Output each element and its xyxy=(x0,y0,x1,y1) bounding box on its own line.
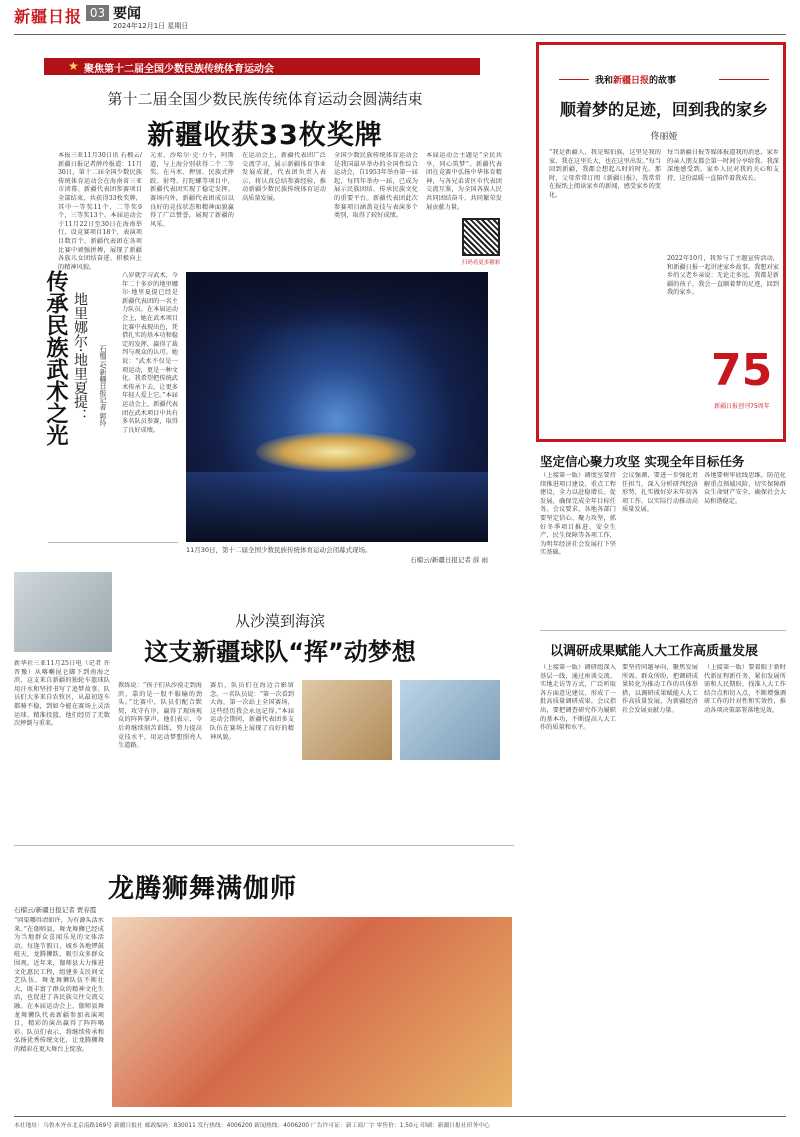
target-body-col2: 会议强调，要进一步强化责任担当，深入分析研判经济形势，扎实做好岁末年初各项工作，以实际行动推动高质量发展。 xyxy=(622,472,698,514)
badge-caption: 新疆日报创刊75周年 xyxy=(714,403,770,410)
masthead-divider xyxy=(14,34,786,35)
photo-caption: 11月30日，第十二届全国少数民族传统体育运动会闭幕式现场。 xyxy=(186,546,372,554)
lead-body-col2: 元朮、沙哈尔·克·力千，阿斯道，与上海分别获得二个二等奖。在马术、押加、民族式摔跤、射弩、打陀螺等项目中，新疆代表团实现了稳定发挥。赛场内外，新疆代表团成员以良好的竞技状态和精神面貌赢得了广泛赞誉，展现了新疆的风采。 xyxy=(150,152,234,228)
lead-kicker: 第十二届全国少数民族传统体育运动会圆满结束 xyxy=(107,90,423,108)
photo-credit: 石榴云/新疆日报记者 薛 雨 xyxy=(410,556,488,564)
research-body-col2: 要坚持问题导向，聚焦发展所需、群众所盼，把调研成果转化为推动工作的具体举措，以调研成果赋能人大工作高质量发展，为新疆经济社会发展贡献力量。 xyxy=(622,664,698,714)
qr-label: 扫码看更多精彩 xyxy=(461,260,501,266)
column-label-prefix: 我和 xyxy=(595,76,614,86)
lead-body-col3: 在运动会上，新疆代表团广泛交流学习，展示新疆体育事业发展成就，代表团负责人表示，将认真总结参赛经验，推动新疆少数民族传统体育运动高质量发展。 xyxy=(242,152,326,202)
target-headline: 坚定信心聚力攻坚 实现全年目标任务 xyxy=(540,454,745,469)
lead-body-col1: 本报三亚11月30日讯 石榴云/新疆日报记者薛玲报道：11月30日，第十二届全国少数民族传统体育运动会在海南省三亚市闭幕。新疆代表团参赛项目全部结束，共获得33枚奖牌，其中一等奖11个，二等奖9个，三等奖13个。本届运动会于11月22日至30日在海南举行，设竞赛项目18个，表演项目数百个，新疆代表团在各项比赛中顽强拼搏，展现了新疆各族儿女团结奋进、积极向上的精神风貌。 xyxy=(58,152,142,270)
column-body-col3: 2022年10月，我参与了主题宣传活动，和新疆日报一起讲述家乡故事。我想对家乡的父老乡亲说：无论走多远，我都是新疆的孩子，我会一直顺着梦的足迹，回到我的家乡。 xyxy=(667,255,779,297)
column-label xyxy=(595,73,676,86)
side-story-subhead: 地里娜尔·地里夏提： xyxy=(72,292,88,423)
target-body-col3: 各地要树牢底线思维，防范化解重点领域风险，切实保障群众生命财产安全，确保社会大局和谐稳定。 xyxy=(704,472,786,505)
side-story-body: 八岁就学习武术，今年二十多岁的地里娜尔·地里夏提已经是新疆代表团的一名主力队员。在本届运动会上，她在武术项目比赛中表现出色，凭借扎实的基本功和稳定的发挥，赢得了裁判与观众的认可。她说：“武术不仅是一项运动，更是一种文化。我希望把传统武术传承下去，让更多年轻人爱上它。”本届运动会上，新疆代表团在武术项目中共有多名队员参赛，取得了良好成绩。 xyxy=(122,272,178,434)
lion-dance-top-rule xyxy=(14,845,514,846)
badge-number: 75 xyxy=(711,345,773,396)
column-author: 佟丽娅 xyxy=(650,132,678,142)
masthead xyxy=(0,0,800,34)
stadium-crowd xyxy=(186,472,488,542)
lead-body-col4: 全国少数民族传统体育运动会是我国最早举办的全国性综合运动会，自1953年举办第一届起，每四年举办一届，已成为展示民族团结、传承民族文化的重要平台。新疆代表团此次参赛项目涵盖竞技与表演多个类别，取得了较好成绩。 xyxy=(334,152,418,220)
basketball-photo xyxy=(14,572,112,652)
topic-banner xyxy=(44,58,480,75)
issue-date: 2024年12月1日 星期日 xyxy=(113,22,189,30)
stadium-lights xyxy=(186,272,488,332)
basketball-headline: 这支新疆球队“挥”动梦想 xyxy=(144,638,416,666)
section-title: 要闻 xyxy=(113,6,141,22)
banner-star-icon: ★ xyxy=(68,59,79,73)
paper-logo: 新疆日报 xyxy=(14,7,83,26)
side-story-headline: 传承民族武术之光 xyxy=(43,270,68,446)
basketball-kicker: 从沙漠到海滨 xyxy=(234,612,325,630)
column-label-paper: 新疆日报 xyxy=(613,76,650,86)
column-label-line xyxy=(559,79,589,80)
column-label-suffix: 的故事 xyxy=(649,76,677,86)
research-headline: 以调研成果赋能人大工作高质量发展 xyxy=(550,644,759,659)
side-story-divider xyxy=(48,542,178,543)
column-body-col2: 每当新疆日报等媒体报道我的消息，家乡的亲人朋友都会第一时间分享给我。我深深地感受到，家乡人民对我的关心和支持，这份温暖一直陪伴着我成长。 xyxy=(667,149,779,182)
research-top-rule xyxy=(540,630,786,631)
research-body-col3: （上接第一版）要着眼于新时代新征程新任务，紧扣发展所需和人民期盼，找准人大工作结合点和切入点，不断增强调研工作的针对性和实效性，推动各项决策部署落地见效。 xyxy=(704,664,786,714)
qr-code[interactable] xyxy=(462,218,500,256)
lead-body-col5: 本届运动会主题是“全民共享，同心筑梦”。新疆代表团在竞赛中弘扬中华体育精神，与各兄弟省区市代表团交流互鉴，为全国各族人民共同团结奋斗、共同繁荣发展贡献力量。 xyxy=(426,152,502,211)
basketball-photo-3 xyxy=(400,680,500,760)
footer-rule xyxy=(14,1116,786,1117)
closing-ceremony-photo xyxy=(186,272,488,542)
lion-dance-headline: 龙腾狮舞满伽师 xyxy=(108,874,298,904)
banner-label: 聚焦第十二届全国少数民族传统体育运动会 xyxy=(84,64,274,75)
basketball-body-col1: 新华社三亚11月25日电（记者 许晋豫）从喀喇昆仑脚下到南海之滨，这支来自新疆的独轮车篮球队用汗水和坚持书写了追梦故事。队员们大多来自农牧区，从最初连车都骑不稳，到如今能在赛场上灵活运球、精准投篮，他们经历了无数次摔倒与重来。 xyxy=(14,660,110,728)
basketball-body-col2: 教练说：“孩子们从沙漠走到海滨，靠的是一股不服输的劲头。”比赛中，队员们配合默契，攻守有序，赢得了现场观众的阵阵掌声。他们表示，今后将继续刻苦训练，努力提高竞技水平，用运动梦想照亮人生道路。 xyxy=(118,682,202,750)
lead-headline: 新疆收获33枚奖牌 xyxy=(147,120,383,151)
page-number-badge: 03 xyxy=(86,5,109,21)
side-story-byline: 石榴云/新疆日报记者 郭玲 xyxy=(99,345,107,427)
column-headline: 顺着梦的足迹，回到我的家乡 xyxy=(559,100,768,119)
lion-dance-body: “问渠哪得清如许，为有源头活水来。”在伽师县，舞龙舞狮已经成为当地群众喜闻乐见的文体活动。每逢节假日，城乡各地锣鼓喧天，龙腾狮跃，吸引众多群众围观。近年来，伽师县大力推进文化惠民工程，组建多支民间文艺队伍，舞龙舞狮队伍不断壮大，既丰富了群众的精神文化生活，也促进了各民族交往交流交融。在本届运动会上，伽师县舞龙舞狮队代表新疆参加表演项目，精彩的演出赢得了阵阵喝彩。队员们表示，将继续传承和弘扬优秀传统文化，让龙腾狮舞的精彩在更大舞台上绽放。 xyxy=(14,917,104,1053)
target-body-col1: （上接第一版）调度室要持续推进项目建设、重点工程建设，全力以赴稳增长、促发展，确保完成全年目标任务。会议要求，各地各部门要坚定信心、聚力攻坚，抓好冬季项目推进、安全生产、民生保障等各项工作，为明年经济社会发展打下坚实基础。 xyxy=(540,472,616,557)
column-body-col1: “我是新疆人，我是锡伯族，这里是我的家，我在这里长大，也在这里出发。”每当回到新疆，我都会想起儿时的时光。那时，父母常常订阅《新疆日报》，我常常在报纸上阅读家乡的新闻，感受家乡的变化。 xyxy=(549,149,661,199)
footer-info: 本社地址：乌鲁木齐市北京南路169号 新疆日报社 邮政编码：830011 发行热线：4006200 新闻热线：4006200 广告许可证：新工商广字 零售价：1.50元 印刷：新疆日报社印务中心 xyxy=(14,1123,490,1129)
lion-dance-byline: 石榴云/新疆日报记者 贾春霞 xyxy=(14,906,97,914)
stadium-stage xyxy=(256,432,416,472)
basketball-photo-2 xyxy=(302,680,392,760)
lion-dance-photo xyxy=(112,917,512,1107)
column-label-line-2 xyxy=(719,79,769,80)
column-box xyxy=(536,42,786,442)
basketball-body-col3: 赛后，队员们在海边合影留念。一名队员说：“第一次看到大海，第一次站上全国赛场，这些经历我会永远记得。”本届运动会期间，新疆代表团多支队伍在赛场上展现了良好的精神风貌。 xyxy=(210,682,294,741)
research-body-col1: （上接第一版）调研组深入基层一线，通过座谈交流、实地走访等方式，广泛听取各方面意见建议，形成了一批高质量调研成果。会议指出，要把调查研究作为履职的基本功，不断提高人大工作的质量和水平。 xyxy=(540,664,616,732)
anniversary-badge xyxy=(707,345,777,435)
